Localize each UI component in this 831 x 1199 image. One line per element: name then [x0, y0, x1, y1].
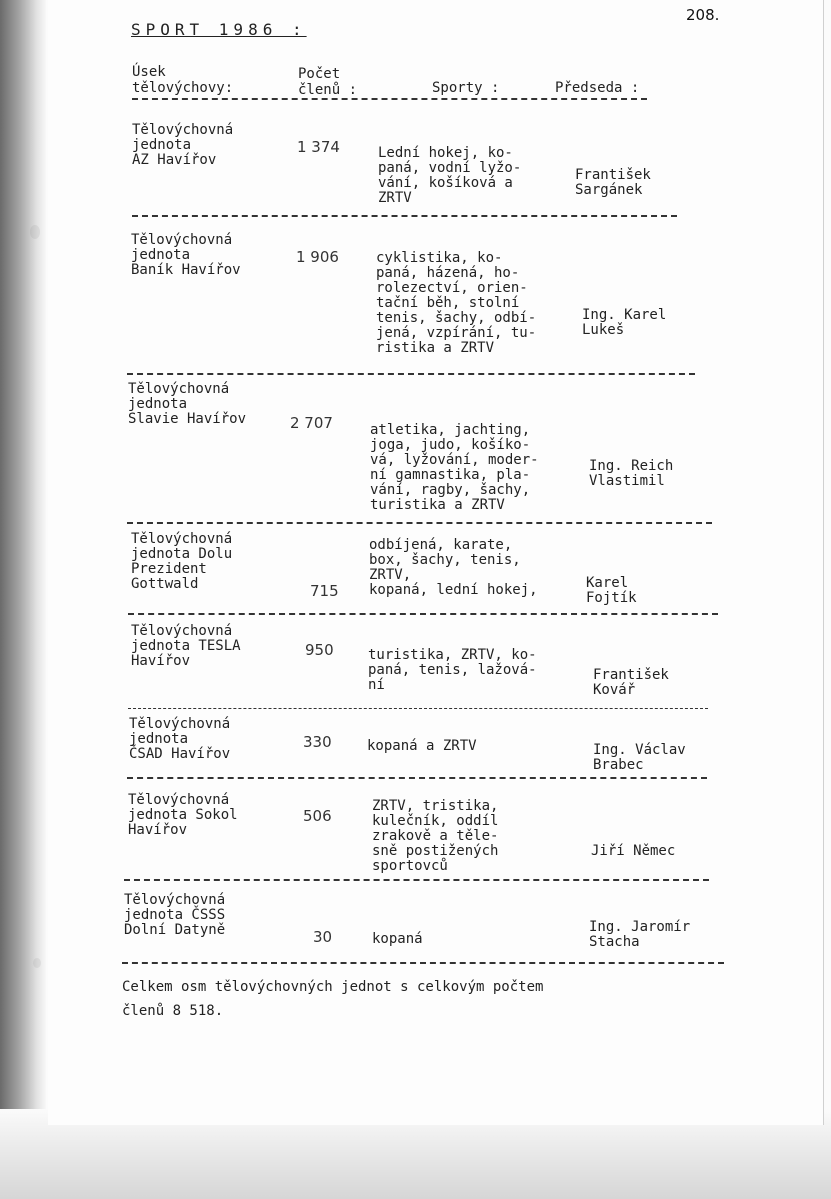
row-divider [128, 708, 708, 709]
chair-name: Karel Fojtík [586, 575, 637, 606]
scan-smudge [30, 225, 40, 239]
member-count: 715 [310, 582, 339, 600]
row-divider [128, 613, 718, 615]
scan-left-shadow [0, 0, 46, 1199]
row-divider [127, 373, 695, 375]
unit-name: Tělovýchovná jednota ČSAD Havířov [129, 716, 231, 762]
chair-name: František Kovář [593, 667, 669, 698]
row-divider [124, 879, 709, 881]
header-chair: Předseda : [555, 80, 640, 96]
header-sports: Sporty : [432, 80, 500, 96]
unit-name: Tělovýchovná jednota AZ Havířov [132, 122, 234, 168]
member-count: 950 [305, 641, 334, 659]
scan-smudge [33, 958, 41, 968]
row-divider [132, 215, 677, 217]
member-count: 330 [303, 733, 332, 751]
header-section: Úsek tělovýchovy: [132, 64, 234, 96]
unit-name: Tělovýchovná jednota Slavie Havířov [128, 381, 247, 427]
chair-name: František Sargánek [575, 167, 651, 198]
page-title: SPORT 1986 : [131, 20, 307, 39]
unit-name: Tělovýchovná jednota Baník Havířov [131, 232, 241, 278]
member-count: 1 906 [296, 248, 339, 266]
member-count: 2 707 [290, 414, 333, 432]
chair-name: Ing. Karel Lukeš [582, 307, 667, 338]
summary-text: Celkem osm tělovýchovných jednot s celkovým počtem členů 8 518. [122, 979, 544, 1019]
member-count: 506 [303, 807, 332, 825]
sports-list: atletika, jachting, joga, judo, košíko- vá, lyžování, moder- ní gamnastika, pla- vání, ragby, šachy, turistika a ZRTV [370, 422, 539, 513]
header-members: Počet členů : [298, 66, 358, 98]
unit-name: Tělovýchovná jednota Dolu Prezident Gottwald [131, 531, 233, 592]
row-divider [127, 777, 707, 779]
sports-list: turistika, ZRTV, ko- paná, tenis, lažová- ní [368, 647, 537, 693]
sports-list: kopaná [372, 931, 423, 947]
chair-name: Ing. Jaromír Stacha [589, 919, 691, 950]
unit-name: Tělovýchovná jednota TESLA Havířov [131, 623, 241, 669]
chair-name: Ing. Reich Vlastimil [589, 458, 674, 489]
row-divider [122, 962, 724, 964]
page-number: 208. [686, 6, 720, 24]
sports-list: Lední hokej, ko- paná, vodní lyžo- vání, košíková a ZRTV [378, 145, 522, 206]
member-count: 30 [313, 928, 333, 946]
sports-list: ZRTV, tristika, kulečník, oddíl zrakově a těle- sně postižených sportovců [372, 798, 499, 874]
member-count: 1 374 [297, 138, 340, 156]
row-divider [127, 522, 712, 524]
unit-name: Tělovýchovná jednota ČSSS Dolní Datyně [124, 892, 226, 938]
unit-name: Tělovýchovná jednota Sokol Havířov [128, 792, 238, 838]
sports-list: cyklistika, ko- paná, házená, ho- rolezectví, orien- tační běh, stolní tenis, šachy, odbí- jená, vzpírání, tu- ristika a ZRTV [376, 250, 537, 356]
sports-list: kopaná a ZRTV [367, 738, 477, 754]
sports-list: odbíjená, karate, box, šachy, tenis, ZRTV, kopaná, lední hokej, [369, 537, 538, 598]
chair-name: Jiří Němec [591, 843, 676, 859]
chair-name: Ing. Václav Brabec [593, 742, 686, 773]
header-rule [132, 98, 647, 100]
